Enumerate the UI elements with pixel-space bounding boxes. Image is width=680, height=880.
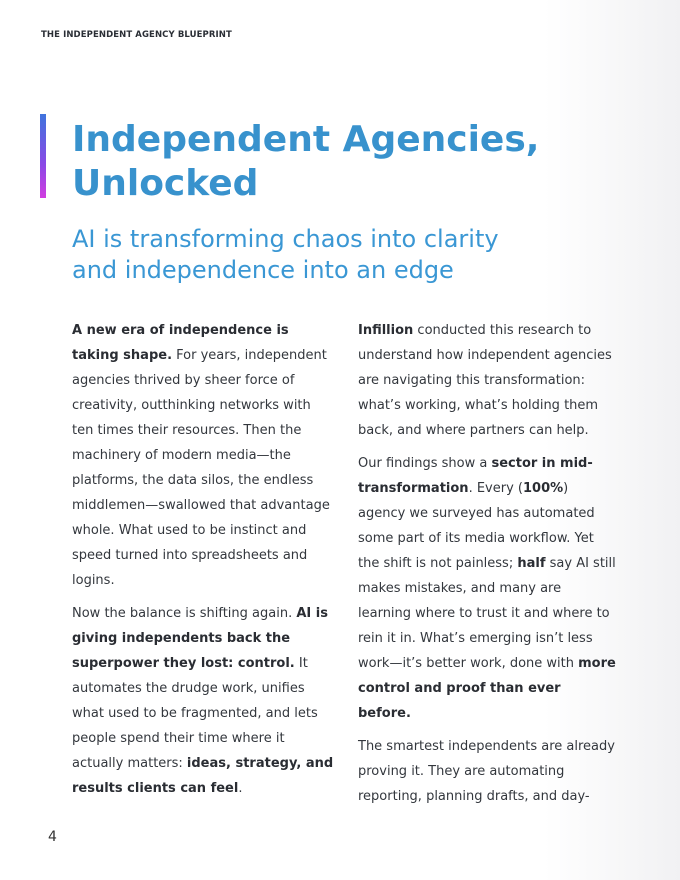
page-number: 4 [48, 829, 57, 845]
running-header: THE INDEPENDENT AGENCY BLUEPRINT [41, 30, 232, 40]
paragraph-text: conducted this research to understand how independent agencies are navigating this transformation: what’s working, what’s holding them back, and where partners can help. [358, 323, 612, 438]
emphasis-bold: AI is giving independents back the superpower they lost: control. [72, 606, 328, 671]
subtitle-line-1: AI is transforming chaos into clarity [72, 225, 499, 253]
paragraph-text: . [238, 781, 243, 796]
paragraph-text: ) agency we surveyed has automated some part of its media workflow. Yet the shift is not painless; [358, 481, 595, 571]
paragraph-text: The smartest independents are already proving it. They are automating reporting, planning drafts, and day- [358, 739, 615, 804]
right-paragraph-2 [358, 451, 616, 726]
left-paragraph-2 [72, 601, 334, 801]
page-subtitle [72, 224, 532, 286]
statistic-bold: 100% [523, 481, 564, 496]
right-paragraph-3 [358, 734, 616, 809]
title-line-1: Independent Agencies, [72, 119, 540, 160]
right-paragraph-1 [358, 318, 616, 443]
emphasis-bold: more control and proof than ever before. [358, 656, 616, 721]
emphasis-bold: sector in mid-transformation [358, 456, 593, 496]
right-column [358, 318, 616, 817]
emphasis-bold: ideas, strategy, and results clients can feel [72, 756, 334, 796]
accent-bar [40, 114, 46, 198]
paragraph-text: For years, independent agencies thrived by sheer force of creativity, outthinking networks with ten times their resources. Then the machinery of modern media—the platforms, the data silos, the endless middlemen—swallowed that advantage whole. What used to be instinct and speed turned into spreadsheets and logins. [72, 348, 330, 588]
paragraph-text: Now the balance is shifting again. [72, 606, 297, 621]
title-line-2: Unlocked [72, 163, 259, 204]
paragraph-text: say AI still makes mistakes, and many are learning where to trust it and where to rein it in. What’s emerging isn’t less work—it’s better work, done with [358, 556, 616, 671]
paragraph-text: . Every ( [468, 481, 523, 496]
paragraph-text: It automates the drudge work, unifies what used to be fragmented, and lets people spend their time where it actually matters: [72, 656, 318, 771]
company-name: Infillion [358, 323, 414, 338]
left-column [72, 318, 334, 809]
left-paragraph-1 [72, 318, 334, 593]
subtitle-line-2: and independence into an edge [72, 256, 454, 284]
statistic-bold: half [517, 556, 546, 571]
lead-bold: A new era of independence is taking shape. [72, 323, 289, 363]
paragraph-text: Our findings show a [358, 456, 492, 471]
page-title [72, 118, 592, 206]
